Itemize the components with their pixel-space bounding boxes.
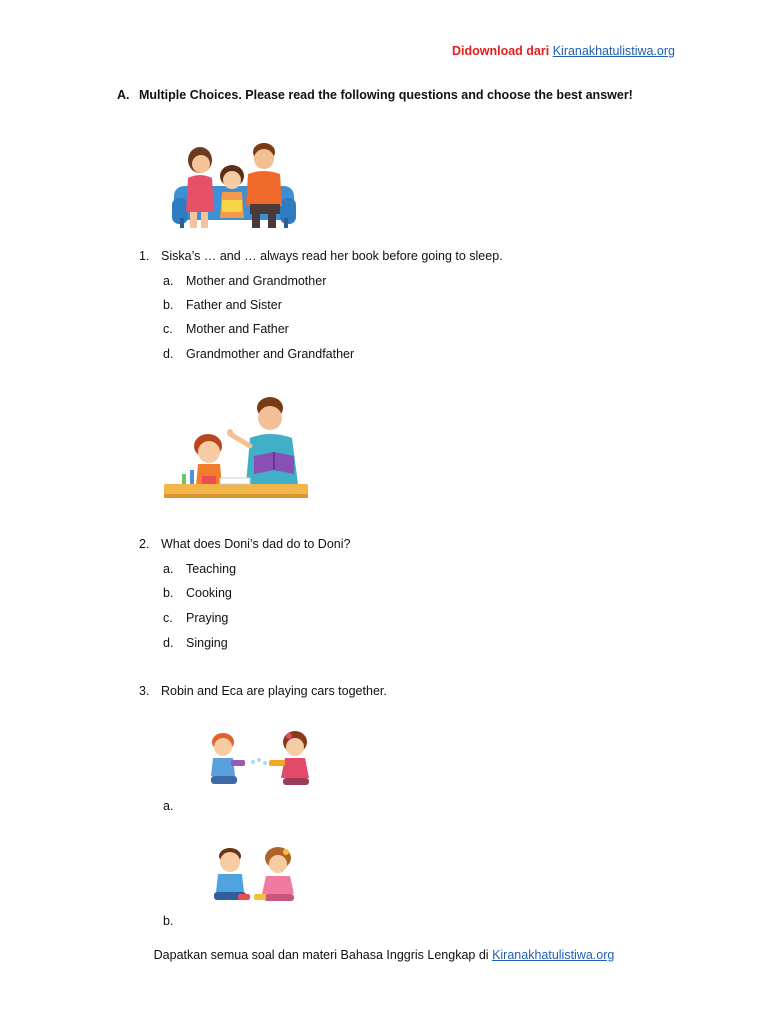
q1-option-b[interactable]: b. Father and Sister: [163, 298, 282, 312]
section-title: [117, 88, 633, 102]
q1-option-a[interactable]: a. Mother and Grandmother: [163, 274, 327, 288]
q2-option-d[interactable]: d. Singing: [163, 636, 228, 650]
q2-option-a[interactable]: a. Teaching: [163, 562, 237, 576]
q1-option-d[interactable]: d. Grandmother and Grandfather: [163, 347, 355, 361]
section-instruction: Multiple Choices. Please read the following questions and choose the best answer!: [139, 88, 633, 102]
question-3: [139, 684, 387, 698]
q2-option-c[interactable]: c. Praying: [163, 611, 229, 625]
question-2: [139, 537, 350, 551]
q3-option-a[interactable]: a.: [163, 799, 174, 813]
q1-option-c[interactable]: c. Mother and Father: [163, 322, 289, 336]
question-text: Robin and Eca are playing cars together.: [161, 684, 387, 698]
q2-option-b[interactable]: b. Cooking: [163, 586, 232, 600]
header-note: [452, 44, 675, 58]
question-number: 2.: [139, 537, 150, 551]
kids-toy-cars-illustration: [208, 846, 304, 904]
question-text: What does Doni’s dad do to Doni?: [161, 537, 351, 551]
footer-note: [0, 948, 768, 962]
header-link[interactable]: Kiranakhatulistiwa.org: [552, 44, 675, 58]
download-label: Didownload dari: [451, 44, 550, 58]
section-letter: A.: [117, 88, 130, 102]
question-number: 1.: [139, 249, 150, 263]
family-reading-illustration: [170, 142, 298, 232]
footer-link[interactable]: Kiranakhatulistiwa.org: [492, 948, 615, 962]
question-1: [139, 249, 503, 263]
question-text: Siska’s … and … always read her book before going to sleep.: [161, 249, 503, 263]
q3-option-b[interactable]: b.: [163, 914, 174, 928]
question-number: 3.: [139, 684, 150, 698]
footer-text: Dapatkan semua soal dan materi Bahasa Inggris Lengkap di: [153, 948, 489, 962]
dad-teaching-illustration: [162, 394, 310, 506]
kids-water-guns-illustration: [203, 730, 315, 788]
